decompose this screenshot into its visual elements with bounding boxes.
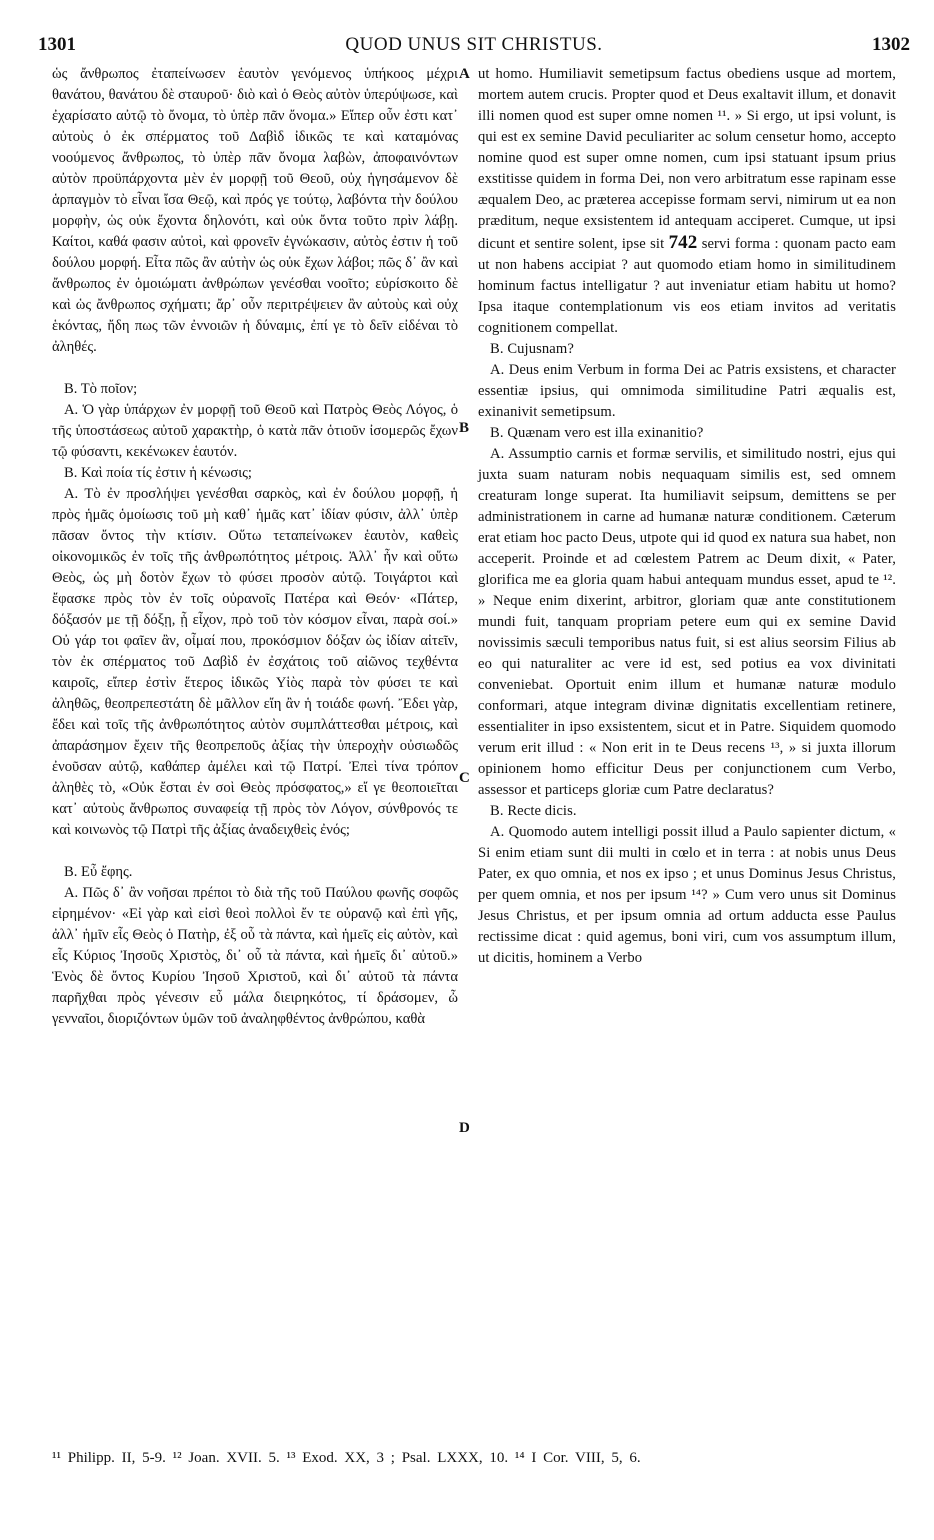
- left-column-number: 1301: [38, 34, 76, 55]
- latin-paragraph: B. Recte dicis.: [490, 803, 577, 819]
- greek-paragraph: Α. Πῶς δ᾽ ἂν νοῆσαι πρέποι τὸ διὰ τῆς τοῦ Παύλου φωνῆς σοφῶς εἰρημένον· «Εἰ γὰρ καὶ εἰσὶ θεοὶ πολλοὶ ἔν τε οὐρανῷ καὶ ἐπὶ γῆς, ἀλλ᾽ ἡμῖν εἷς Θεὸς ὁ Πατὴρ, ἐξ οὗ τὰ πάντα, καὶ ἡμεῖς εἰς αὐτὸν, καὶ εἷς Κύριος Ἰησοῦς Χριστὸς, δι᾽ οὗ τὰ πάντα, καὶ ἡμεῖς δι᾽ αὐτοῦ.» Ἑνὸς δὲ ὄντος Κυρίου Ἰησοῦ Χριστοῦ, καὶ δι᾽ αὐτοῦ τὰ πάντα παρῆχθαι πρὸς γένεσιν εὖ μάλα διειρηκότος, τί δράσομεν, ὦ γενναῖοι, διοριζόντων ὑμῶν τοῦ ἀναληφθέντος ἀνθρώπου, καθὰ: [52, 885, 458, 1027]
- greek-column: [52, 64, 458, 1030]
- greek-paragraph: Β. Εὖ ἔφης.: [64, 864, 133, 880]
- greek-paragraph: Β. Καὶ ποία τίς ἐστιν ἡ κένωσις;: [64, 465, 252, 481]
- margin-marker-c: C: [459, 770, 470, 786]
- latin-paragraph: B. Cujusnam?: [490, 341, 574, 357]
- latin-column: [478, 64, 896, 969]
- margin-marker-a: A: [459, 66, 470, 82]
- running-title: QUOD UNUS SIT CHRISTUS.: [345, 34, 603, 55]
- latin-paragraph: A. Assumptio carnis et formæ servilis, et similitudo nostri, ejus qui juxta suam naturam nobis nequaquam similis est, sed omnem creaturam longe superat. Ita humiliavit seipsum, demittens se per administrationem in carne ad humanæ naturæ conditionem. Cæterum erat etiam hoc pacto Deus, utpote qui id quod ex natura sua habet, non acceperit. Proinde et ad cœlestem Patrem ac Deum dixit, « Pater, glorifica me ea gloria quam habui antequam mundus esset, apud te ¹². » Neque enim dixerint, arbitror, gloriam quæ ante constitutionem mundi fuit, tanquam propriam petere eum qui ex semine David novissimis sæculi temporibus natus fuit, si est alius seorsim Filius ab eo qui naturaliter ac vere id est, sed potius ea vox divinitati conveniebat. Oportuit enim illum et humanæ naturæ modulo conformari, atque integram divinæ dignitatis excellentiam retinere, essentialiter in ipso exsistentem, sicut et in Patre. Siquidem quomodo verum erit illud : « Non erit in te Deus recens ¹³, » si juxta illorum opinionem homo efficitur Deus per conjunctionem cum Verbo, assessor et particeps gloriæ cum Patre declaratus?: [478, 446, 896, 798]
- latin-text: servi forma : quonam pacto eam ut non habens accipiat ? aut quomodo etiam homo in similitudinem hominum factus intelligatur ? aut inveniatur etiam habitu ut homo? Ipsa itaque contemplationum vis eos etiam invitos ad veritatis cognitionem compellat.: [478, 236, 897, 336]
- edition-column-number: 742: [668, 232, 698, 253]
- latin-text: ut homo. Humiliavit semetipsum factus obediens usque ad mortem, mortem autem crucis. Propter quod et Deus exaltavit illum, et donavit illi nomen quod est super omne nomen ¹¹. » Si ergo, ut ipsi volunt, is qui est ex semine David peculiariter ac solum censetur homo, accepto nomine quod est super omne nomen, cum ipsi statuant ipsum prius exstitisse quidem in forma Dei, non vero arbitratum esse rapinam esse æqualem Deo, ac præterea accepisse formam servi, nimirum ut ea non præditum, neque exsistentem id antequam acciperet. Cumque, ut ipsi dicunt et sentire solent, ipse sit: [478, 66, 896, 252]
- margin-marker-b: B: [459, 420, 470, 436]
- right-column-number: 1302: [872, 34, 910, 55]
- latin-paragraph: B. Quænam vero est illa exinanitio?: [490, 425, 704, 441]
- latin-paragraph: A. Deus enim Verbum in forma Dei ac Patris exsistens, et character essentiæ ipsius, qui omnimoda similitudine Patri æqualis est, exinanivit semetipsum.: [478, 362, 896, 420]
- greek-paragraph: ὡς ἄνθρωπος ἐταπείνωσεν ἑαυτὸν γενόμενος ὑπήκοος μέχρι θανάτου, θανάτου δὲ σταυροῦ· διὸ καὶ ὁ Θεὸς αὐτὸν ὑπερύψωσε, καὶ ἐχαρίσατο αὐτῷ τὸ ὄνομα, τὸ ὑπὲρ πᾶν ὄνομα.» Εἴπερ οὖν ἐστι κατ᾽ αὐτοὺς ὁ ἐκ σπέρματος τοῦ Δαβὶδ ἰδικῶς τε καὶ καταμόνας νοούμενος ἄνθρωπος, τὸ ὑπὲρ πᾶν ὄνομα λαβὼν, ἀποφαινόντων αὐτὸν προϋπάρχοντα μὲν ἐν μορφῇ τοῦ Θεοῦ, οὐχ ἡγησάμενον δὲ ἁρπαγμὸν τὸ εἶναι ἴσα Θεῷ, καὶ πρός γε τούτῳ, λαβόντα τὴν δούλου μορφὴν, ὡς οὐκ ἔχοντα δηλονότι, καὶ οὐκ ὄντα τοῦτο πρὶν λάβῃ. Καίτοι, καθά φασιν αὐτοὶ, καὶ φρονεῖν ἐγνώκασιν, αὐτὸς ἐστιν ἡ τοῦ δούλου μορφή. Εἶτα πῶς ἂν αὐτὴν ὡς οὐκ ἔχων λάβοι; πῶς δ᾽ ἂν καὶ ἄνθρωπος ἐν ὁμοιώματι ἀνθρώπων γενέσθαι νοοῖτο; εὑρίσκοιτο δὲ καὶ ὡς ἄνθρωπος σχήματι; ἄρ᾽ οὖν περιτρέψειεν ἂν αὐτοὺς καὶ οὐχ ἑκόντας, ἤδη πως τῶν ἐννοιῶν ἡ δύναμις, ἐπί γε τὸ δεῖν εἰδέναι τὸ ἀληθές.: [52, 66, 458, 355]
- greek-paragraph: Α. Τὸ ἐν προσλήψει γενέσθαι σαρκὸς, καὶ ἐν δούλου μορφῇ, ἡ πρὸς ἡμᾶς ὁμοίωσις τοῦ μὴ καθ᾽ ἡμᾶς κατ᾽ ἰδίαν φύσιν, ἀλλ᾽ ὑπὲρ πᾶσαν ὄντος τὴν κτίσιν. Οὕτω τεταπείνωκεν ἑαυτὸν, καθεὶς οἰκονομικῶς ἐν τοῖς τῆς ἀνθρωπότητος μέτροις. Ἀλλ᾽ ἦν καὶ οὕτω Θεὸς, ὡς μὴ δοτὸν ἔχων τὸ φύσει προσὸν αὐτῷ. Τοιγάρτοι καὶ ἔφασκε πρὸς τὸν ἐν τοῖς οὐρανοῖς Πατέρα καὶ Θεόν· «Πάτερ, δόξασόν με τῇ δόξῃ, ᾗ εἶχον, πρὸ τοῦ τὸν κόσμον εἶναι, παρὰ σοί.» Οὐ γάρ τοι φαῖεν ἂν, οἶμαί που, προκόσμιον δόξαν ὡς ἰδίαν αἰτεῖν, τὸν ἐκ σπέρματος τοῦ Δαβὶδ ἐν ἐσχάτοις τοῦ αἰῶνος τεχθέντα καιροῖς, εἴπερ ἐστὶν ἕτερος ἰδικῶς Υἱὸς παρὰ τὸν φύσει τε καὶ ἀληθῶς, θεοπρεπεστάτη δὲ μᾶλλον εἴη ἂν ἡ τοιάδε φωνή. Ἔδει γὰρ, ἔδει καὶ τοῖς τῆς ἀνθρωπότητος αὐτὸν συμπλάττεσθαι μέτροις, καὶ ἀπαράσημον ἔχειν τῆς θεοπρεποῦς ἀξίας τὴν ὑπεροχὴν οὐσιωδῶς ἐνοῦσαν αὐτῷ, καθάπερ ἀμέλει καὶ τῷ Πατρί. Ἐπεὶ τίνα τρόπον ἀληθὲς τὸ, «Οὐκ ἔσται ἐν σοὶ Θεὸς πρόσφατος,» εἴ γε θεοποιεῖται κατ᾽ αὐτοὺς ἄνθρωπος συναφείᾳ τῇ πρὸς τὸν Λόγον, σύνθρονός τε καὶ κοινωνὸς τῷ Πατρὶ τῆς ἀξίας ἀναδειχθεὶς ἐνός;: [52, 486, 458, 838]
- latin-paragraph: A. Quomodo autem intelligi possit illud a Paulo sapienter dictum, « Si enim etiam sunt dii multi in cœlo et in terra : at nobis unus Deus Pater, ex quo omnia, et nos ex ipso ; et unus Dominus Jesus Christus, per quem omnia, et nos per ipsum ¹⁴? » Cum vero unus sit Dominus Jesus Christus, et per ipsum omnia ad ortum adducta esse Paulus rectissime dicat : quid agemus, boni viri, cum vos assumptum illum, ut dicitis, hominem a Verbo: [478, 824, 896, 966]
- page-header: [38, 34, 910, 60]
- greek-paragraph: Β. Τὸ ποῖον;: [64, 381, 138, 397]
- greek-paragraph: Α. Ὁ γὰρ ὑπάρχων ἐν μορφῇ τοῦ Θεοῦ καὶ Πατρὸς Θεὸς Λόγος, ὁ τῆς ὑποστάσεως αὐτοῦ χαρακτὴρ, ὁ κατὰ πᾶν ὁτιοῦν ἰσομερῶς ἔχων τῷ φύσαντι, κεκένωκεν ἑαυτόν.: [52, 402, 458, 460]
- footnotes: ¹¹ Philipp. II, 5-9. ¹² Joan. XVII. 5. ¹³ Exod. XX, 3 ; Psal. LXXX, 10. ¹⁴ I Cor. VIII, 5, 6.: [52, 1450, 641, 1466]
- latin-paragraph: [478, 64, 896, 339]
- margin-marker-d: D: [459, 1120, 470, 1136]
